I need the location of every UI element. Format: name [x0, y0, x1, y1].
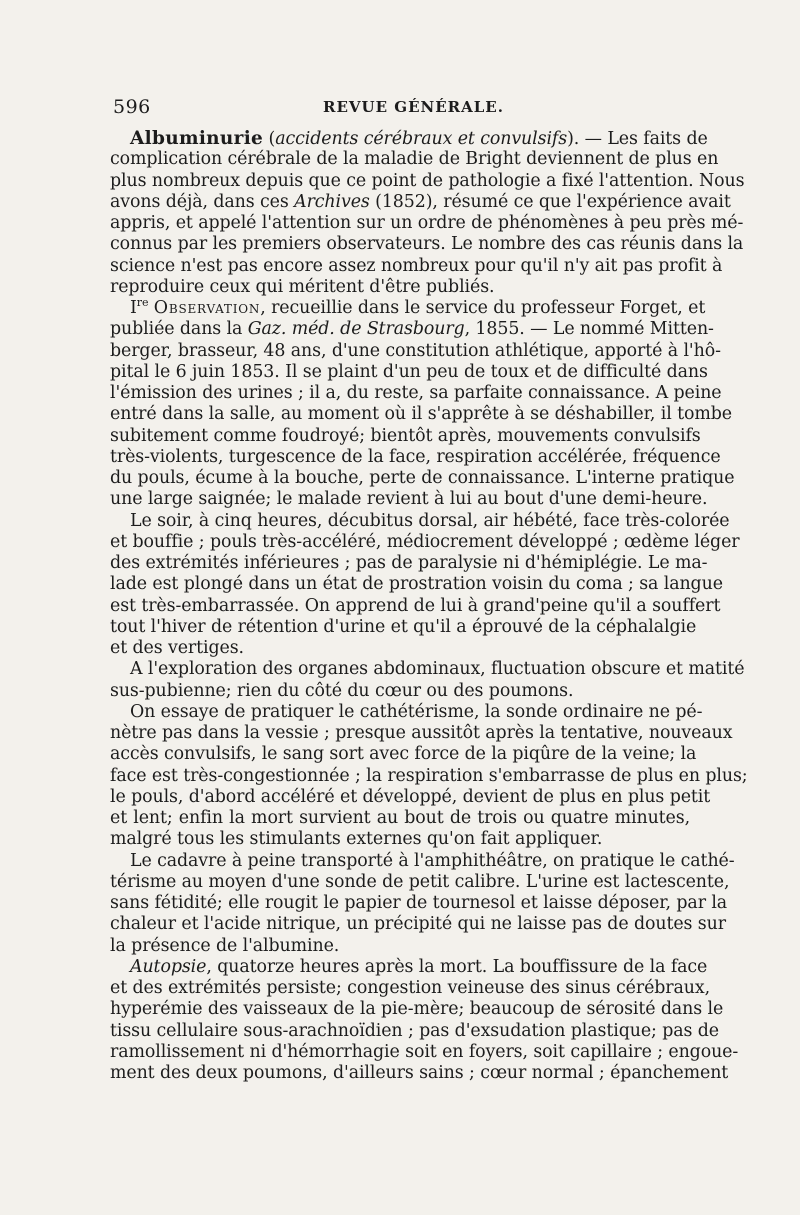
- text-run: On essaye de pratiquer le cathétérisme, la sonde ordinaire ne pé-: [130, 701, 703, 722]
- text-run: avons déjà, dans ces: [110, 191, 295, 212]
- text-run: I: [130, 298, 137, 318]
- text-run: berger, brasseur, 48 ans, d'une constitution athlétique, apporté à l'hô-: [110, 340, 721, 361]
- text-run: du pouls, écume à la bouche, perte de connaissance. L'interne pratique: [110, 468, 735, 488]
- text-line: [110, 871, 730, 893]
- text-run: et lent; enfin la mort survient au bout de trois ou quatre minutes,: [110, 808, 690, 828]
- text-line: [110, 1020, 719, 1042]
- text-line: [110, 255, 723, 277]
- text-line: [110, 446, 721, 468]
- text-run: complication cérébrale de la maladie de Bright deviennent de plus en: [110, 149, 719, 170]
- text-line: [110, 999, 724, 1020]
- text-line: [110, 956, 708, 978]
- text-run: connus par les premiers observateurs. Le nombre des cas réunis dans la: [110, 234, 744, 255]
- text-run: pital le 6 juin 1853. Il se plaint d'un peu de toux et de difficulté dans: [110, 361, 708, 382]
- text-line: [110, 638, 690, 659]
- text-line: [110, 128, 708, 149]
- text-line: [110, 850, 735, 872]
- text-run: sans fétidité; elle rougit le papier de tournesol et laisse déposer, par la: [110, 893, 728, 913]
- text-line: [110, 936, 690, 957]
- text-run: et des extrémités persiste; congestion veineuse des sinus cérébraux,: [110, 978, 711, 998]
- text-run: et des vertiges.: [110, 638, 244, 658]
- text-run: face est très-congestionnée ; la respiration s'embarrasse de plus en plus;: [110, 765, 748, 786]
- text-line: [110, 553, 708, 574]
- text-line: [110, 191, 731, 213]
- text-run: Archives: [294, 191, 370, 212]
- text-run: ment des deux poumons, d'ailleurs sains ; cœur normal ; épanchement: [110, 1063, 729, 1083]
- text-run: une large saignée; le malade revient à lui au bout d'une demi-heure.: [110, 489, 708, 510]
- text-run: , recueillie dans le service du professeur Forget, et: [260, 298, 706, 318]
- text-line: [110, 893, 728, 914]
- text-line: [110, 531, 740, 553]
- text-line: [110, 616, 697, 638]
- text-line: [110, 659, 745, 680]
- text-run: tissu cellulaire sous-arachnoïdien ; pas d'exsudation plastique; pas de: [110, 1020, 719, 1041]
- text-run: re: [136, 296, 149, 310]
- text-run: (: [263, 129, 276, 149]
- text-run: lade est plongé dans un état de prostration voisin du coma ; sa langue: [110, 574, 723, 595]
- text-run: chaleur et l'acide nitrique, un précipité qui ne laisse pas de doutes sur: [110, 914, 726, 935]
- text-run: , quatorze heures après la mort. La bouffissure de la face: [206, 956, 708, 977]
- text-line: [110, 296, 706, 319]
- text-line: [110, 808, 690, 829]
- text-line: [110, 340, 721, 362]
- text-line: [110, 914, 726, 935]
- text-run: et bouffie ; pouls très-accéléré, médiocrement développé ; œdème léger: [110, 531, 740, 552]
- text-run: Observation: [153, 298, 261, 318]
- text-line: [110, 1041, 739, 1063]
- text-line: [110, 723, 733, 744]
- text-run: hyperémie des vaisseaux de la pie-mère; beaucoup de sérosité dans le: [110, 999, 724, 1020]
- text-run: ). — Les faits de: [567, 129, 708, 149]
- text-run: reproduire ceux qui méritent d'être publiés.: [110, 276, 495, 297]
- text-run: le pouls, d'abord accéléré et développé, devient de plus en plus petit: [110, 786, 711, 807]
- text-run: Autopsie: [130, 956, 207, 977]
- text-line: [110, 489, 708, 510]
- text-run: A l'exploration des organes abdominaux, fluctuation obscure et matité: [130, 659, 745, 680]
- text-line: [110, 149, 719, 170]
- text-run: térisme au moyen d'une sonde de petit calibre. L'urine est lactescente,: [110, 871, 730, 892]
- text-line: [110, 361, 708, 383]
- text-run: science n'est pas encore assez nombreux pour qu'il n'y ait pas profit à: [110, 255, 723, 276]
- text-run: tout l'hiver de rétention d'urine et qu'il a éprouvé de la céphalalgie: [110, 616, 697, 637]
- text-line: [110, 170, 745, 192]
- text-line: [110, 425, 701, 447]
- text-line: [110, 595, 721, 617]
- text-run: malgré tous les stimulants externes qu'on fait appliquer.: [110, 829, 603, 850]
- text-run: plus nombreux depuis que ce point de pathologie a fixé l'attention. Nous: [110, 170, 745, 191]
- text-line: [110, 744, 697, 765]
- text-run: subitement comme foudroyé; bientôt après, mouvements convulsifs: [110, 425, 701, 446]
- text-run: très-violents, turgescence de la face, respiration accélérée, fréquence: [110, 446, 721, 467]
- page-number: 596: [113, 96, 151, 118]
- text-line: [110, 978, 711, 999]
- text-line: [110, 701, 703, 723]
- text-line: [110, 510, 730, 532]
- text-line: [110, 829, 690, 850]
- text-line: [110, 468, 735, 489]
- text-run: l'émission des urines ; il a, du reste, sa parfaite connaissance. A peine: [110, 383, 722, 403]
- text-line: [110, 277, 690, 298]
- running-head: [113, 96, 693, 120]
- text-line: [110, 765, 748, 787]
- text-run: Gaz. méd. de Strasbourg: [247, 319, 465, 340]
- text-run: appris, et appelé l'attention sur un ordre de phénomènes à peu près mé-: [110, 213, 744, 233]
- text-run: (1852), résumé ce que l'expérience avait: [369, 191, 731, 212]
- text-run: nètre pas dans la vessie ; presque aussitôt après la tentative, nouveaux: [110, 723, 733, 743]
- text-line: [110, 574, 723, 595]
- text-run: sus-pubienne; rien du côté du cœur ou des poumons.: [110, 680, 574, 701]
- text-run: est très-embarrassée. On apprend de lui à grand'peine qu'il a souffert: [110, 595, 721, 616]
- text-run: accès convulsifs, le sang sort avec force de la piqûre de la veine; la: [110, 744, 697, 765]
- text-line: [110, 383, 722, 404]
- running-head-title: REVUE GÉNÉRALE.: [323, 98, 504, 116]
- text-line: [110, 404, 732, 425]
- text-run: la présence de l'albumine.: [110, 935, 340, 956]
- text-line: [110, 234, 744, 255]
- text-run: entré dans la salle, au moment où il s'apprête à se déshabiller, il tombe: [110, 404, 732, 425]
- text-run: , 1855. — Le nommé Mitten-: [464, 319, 714, 340]
- text-line: [110, 1063, 729, 1084]
- text-line: [110, 786, 711, 808]
- text-run: Le cadavre à peine transporté à l'amphithéâtre, on pratique le cathé-: [130, 850, 735, 871]
- text-line: [110, 319, 714, 340]
- text-run: accidents cérébraux et convulsifs: [275, 129, 568, 149]
- text-line: [110, 681, 690, 702]
- text-run: Le soir, à cinq heures, décubitus dorsal, air hébété, face très-colorée: [130, 510, 730, 531]
- body-text: [110, 128, 748, 1084]
- text-run: des extrémités inférieures ; pas de paralysie ni d'hémiplégie. Le ma-: [110, 553, 708, 573]
- text-run: publiée dans la: [110, 319, 248, 340]
- text-run: ramollissement ni d'hémorrhagie soit en foyers, soit capillaire ; engoue-: [110, 1041, 739, 1062]
- text-run: Albuminurie: [130, 128, 264, 149]
- text-line: [110, 213, 744, 234]
